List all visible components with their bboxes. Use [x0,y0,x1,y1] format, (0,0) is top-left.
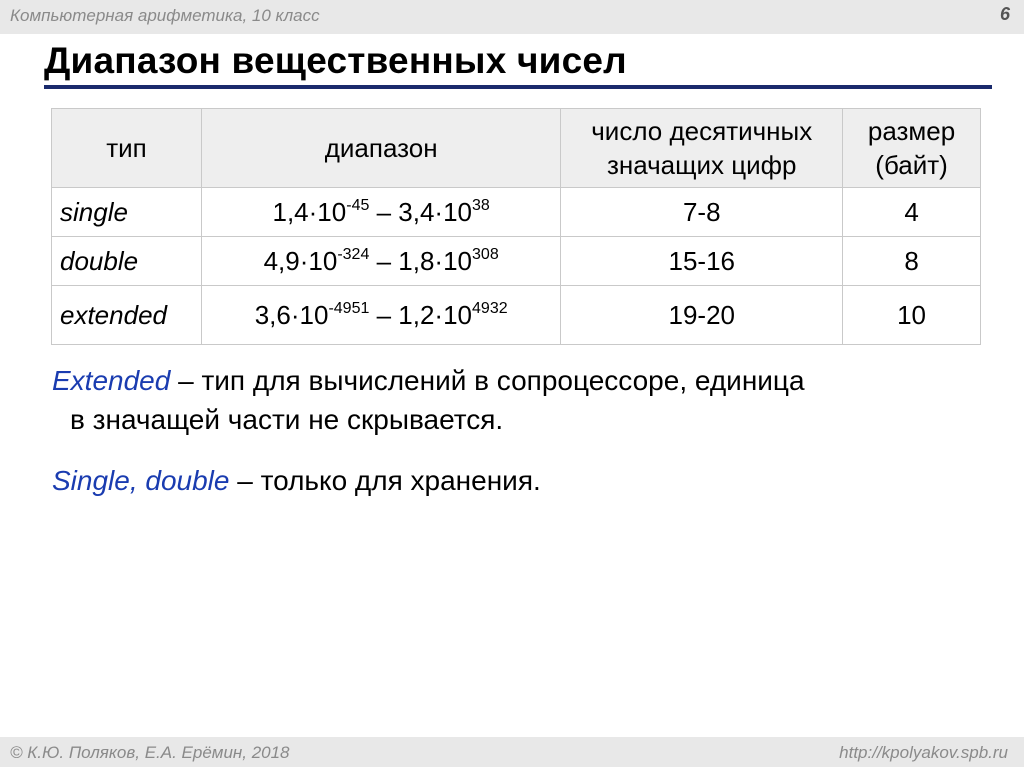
size-cell: 10 [843,286,981,345]
header-digits-line1: число десятичных [591,115,813,146]
type-cell: extended [52,286,202,345]
range-dash: – [369,245,399,276]
note-extended-text-2: в значащей части не скрывается. [70,403,504,435]
course-title: Компьютерная арифметика, 10 класс [10,6,320,25]
range-min: 4,9·10 [263,245,338,276]
header-bar [0,0,1024,34]
type-cell: double [52,237,202,286]
header-size-line1: размер [867,115,956,146]
slide-title: Диапазон вещественных чисел [44,40,627,81]
table-row [52,237,981,286]
digits-cell: 7-8 [561,188,843,237]
range-max: 3,4·10 [398,196,473,227]
range-max-exp: 4932 [472,299,508,317]
size-cell: 8 [843,237,981,286]
range-dash: – [369,196,399,227]
note-storage [52,462,992,501]
note-storage-term: Single, double [52,465,230,496]
range-max-exp: 308 [472,245,499,263]
header-digits [561,109,843,188]
range-cell [201,188,560,237]
range-max: 1,8·10 [398,245,473,276]
range-min: 1,4·10 [272,196,347,227]
table-row [52,188,981,237]
note-extended-text: – тип для вычислений в сопроцессоре, единица [170,365,805,396]
range-min-exp: -324 [337,245,370,263]
float-types-table [51,108,981,345]
range-min-exp: -45 [346,196,370,214]
header-type: тип [52,109,202,188]
title-underline [44,85,992,89]
note-extended [52,362,992,439]
site-link[interactable]: http://kpolyakov.spb.ru [839,743,1008,762]
range-min-exp: -4951 [328,299,370,317]
slide-number: 6 [999,4,1010,24]
footer-bar [0,737,1024,767]
header-size-line2: (байт) [875,150,948,180]
header-size [843,109,981,188]
digits-cell: 19-20 [561,286,843,345]
range-min: 3,6·10 [254,299,329,330]
header-digits-line2: значащих цифр [606,150,797,180]
digits-cell: 15-16 [561,237,843,286]
note-extended-term: Extended [52,365,171,396]
note-storage-text: – только для хранения. [229,465,541,496]
range-cell [201,286,560,345]
type-cell: single [52,188,202,237]
header-range: диапазон [201,109,560,188]
range-cell [201,237,560,286]
size-cell: 4 [843,188,981,237]
range-max: 1,2·10 [398,299,473,330]
table-row [52,286,981,345]
range-dash: – [369,299,399,330]
range-max-exp: 38 [472,196,490,214]
copyright-text: © К.Ю. Поляков, Е.А. Ерёмин, 2018 [10,743,290,762]
table-header-row [52,109,981,188]
